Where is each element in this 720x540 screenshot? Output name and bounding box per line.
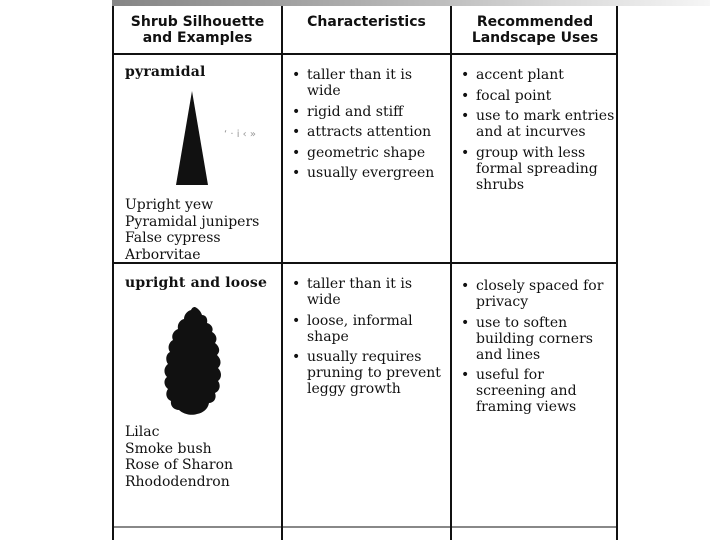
use-item: • closely spaced for privacy (457, 278, 615, 310)
svg-text:‘ · i ‹ »: ‘ · i ‹ » (224, 129, 256, 140)
example-item: False cypress (125, 230, 221, 246)
header-silhouette: Shrub Silhouette and Examples (130, 14, 265, 46)
header-characteristics: Characteristics (307, 14, 426, 30)
example-item: Smoke bush (125, 440, 212, 457)
characteristic-item: • taller than it is wide (288, 67, 448, 99)
column-divider (450, 6, 452, 540)
examples-list (125, 424, 233, 490)
characteristic-item: • geometric shape (288, 145, 448, 161)
characteristic-item: • usually requires pruning to prevent leggy growth (288, 349, 443, 397)
characteristic-item: • taller than it is wide (288, 276, 443, 308)
example-item: Lilac (125, 424, 160, 440)
example-item: Upright yew (125, 197, 214, 213)
use-item: • accent plant (457, 67, 615, 83)
use-item: • group with less formal spreading shrubs (457, 145, 615, 193)
characteristic-item: • rigid and stiff (288, 104, 448, 120)
uses-list (457, 67, 615, 197)
example-item: Rhododendron (125, 473, 230, 490)
example-item: Rose of Sharon (125, 457, 234, 473)
use-item: • use to soften building corners and lines (457, 315, 615, 363)
characteristic-item: • usually evergreen (288, 165, 448, 181)
header-divider (114, 53, 616, 55)
row-divider (114, 526, 616, 528)
characteristic-item: • attracts attention (288, 124, 448, 140)
use-item: • use to mark entries and at incurves (457, 108, 615, 140)
example-item: Pyramidal junipers (125, 213, 260, 230)
category-upright-loose: upright and loose (125, 275, 268, 291)
column-divider (281, 6, 283, 540)
smudge-mark (222, 124, 260, 142)
header-landscape-uses: Recommended Landscape Uses (471, 14, 599, 46)
use-item: • useful for screening and framing views (457, 367, 615, 415)
uses-list (457, 278, 615, 420)
use-item: • focal point (457, 88, 615, 104)
upright-loose-silhouette-icon (161, 306, 231, 418)
characteristic-item: • loose, informal shape (288, 313, 443, 345)
pyramidal-silhouette-icon (172, 90, 212, 186)
category-pyramidal: pyramidal (125, 64, 206, 80)
characteristics-list (288, 276, 443, 402)
example-item: Arborvitae (125, 246, 201, 263)
shrub-table (112, 6, 618, 540)
characteristics-list (288, 67, 448, 186)
examples-list (125, 197, 259, 263)
